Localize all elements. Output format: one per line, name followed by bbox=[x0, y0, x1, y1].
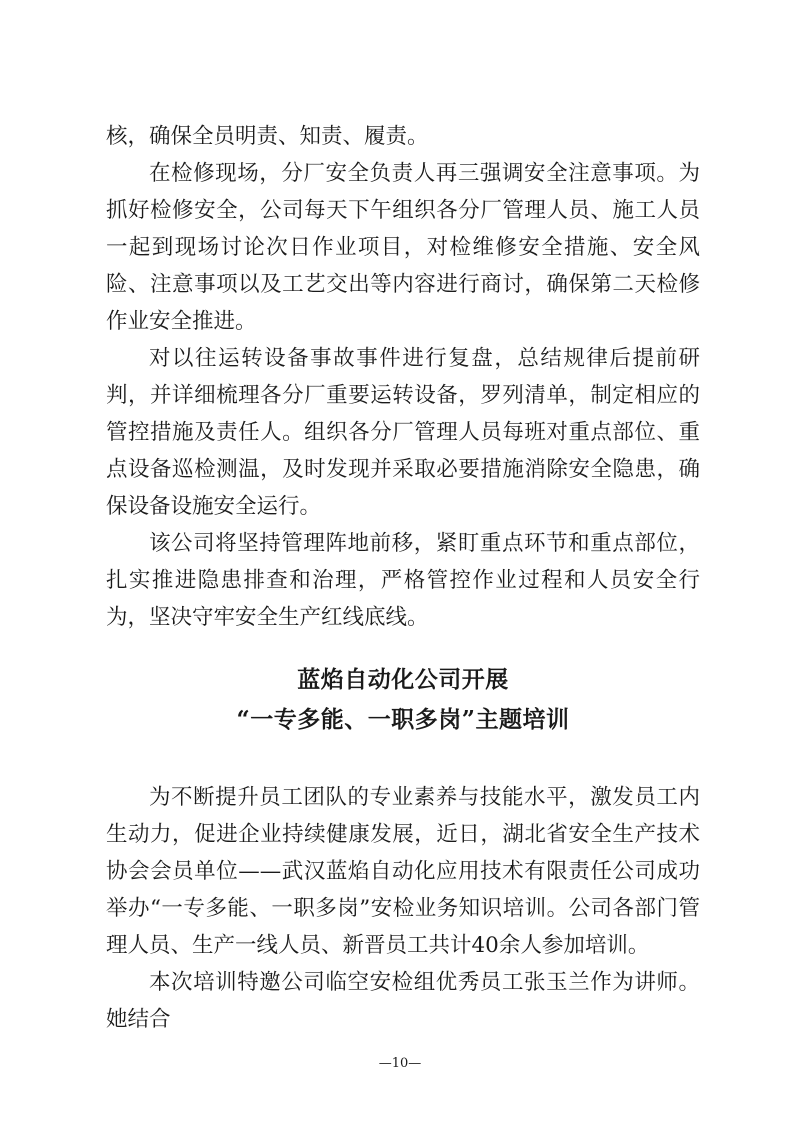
article-title bbox=[106, 660, 700, 740]
article-body bbox=[106, 779, 700, 1038]
previous-article-continuation bbox=[106, 118, 700, 636]
page-number: —10— bbox=[378, 1056, 422, 1071]
paragraph: 本次培训特邀公司临空安检组优秀员工张玉兰作为讲师。她结合 bbox=[106, 970, 700, 1032]
article-title-line-2: “一专多能、一职多岗”主题培训 bbox=[236, 706, 570, 733]
paragraph: 在检修现场，分厂安全负责人再三强调安全注意事项。为抓好检修安全，公司每天下午组织各分厂管理人员、施工人员一起到现场讨论次日作业项目，对检维修安全措施、安全风险、注意事项以及工艺交出等内容进行商讨，确保第二天检修作业安全推进。 bbox=[106, 161, 700, 334]
paragraph: 核，确保全员明责、知责、履责。 bbox=[106, 124, 429, 149]
paragraph: 该公司将坚持管理阵地前移，紧盯重点环节和重点部位，扎实推进隐患排查和治理，严格管控作业过程和人员安全行为，坚决守牢安全生产红线底线。 bbox=[106, 531, 700, 630]
paragraph: 为不断提升员工团队的专业素养与技能水平，激发员工内生动力，促进企业持续健康发展，近日，湖北省安全生产技术协会会员单位——武汉蓝焰自动化应用技术有限责任公司成功举办“一专多能、一职多岗”安检业务知识培训。公司各部门管理人员、生产一线人员、新晋员工共计40余人参加培训。 bbox=[106, 785, 700, 958]
article-title-line-1: 蓝焰自动化公司开展 bbox=[297, 666, 509, 693]
paragraph: 对以往运转设备事故事件进行复盘，总结规律后提前研判，并详细梳理各分厂重要运转设备，罗列清单，制定相应的管控措施及责任人。组织各分厂管理人员每班对重点部位、重点设备巡检测温，及时发现并采取必要措施消除安全隐患，确保设备设施安全运行。 bbox=[106, 346, 700, 519]
